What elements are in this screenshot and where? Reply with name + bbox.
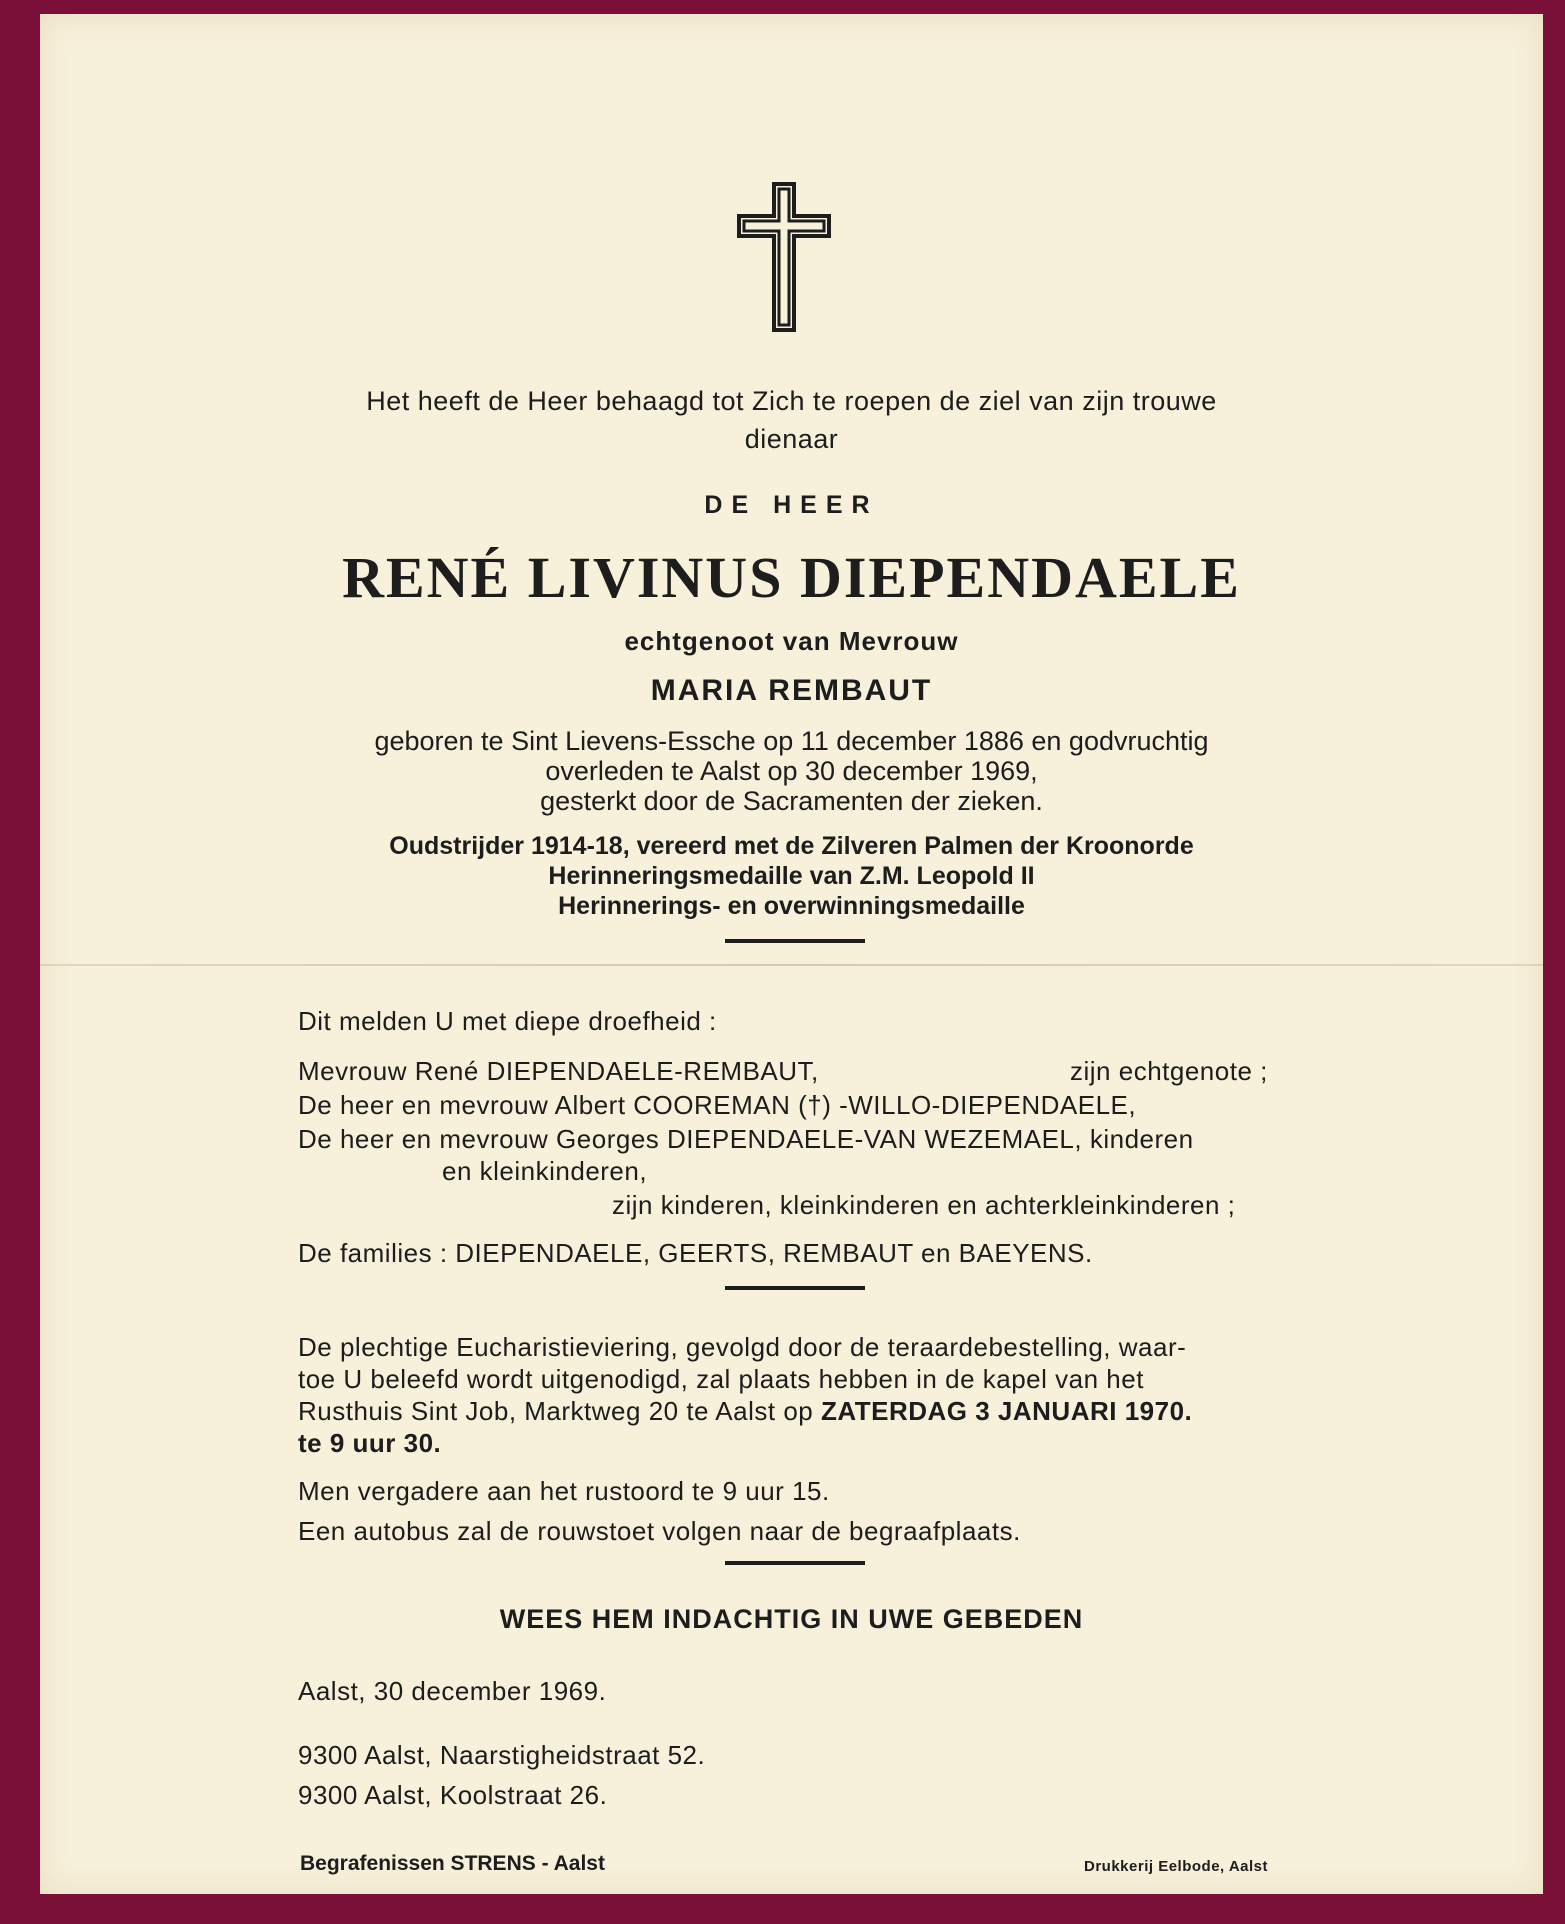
mourners-intro: Dit melden U met diepe droefheid : [298, 1006, 717, 1036]
mourner-line-5: zijn kinderen, kleinkinderen en achterkleinkinderen ; [612, 1190, 1236, 1220]
divider-3 [725, 1561, 865, 1565]
gathering-line: Men vergadere aan het rustoord te 9 uur 15. [298, 1476, 830, 1506]
fold-line [40, 964, 1543, 966]
ceremony-line-3-plain: Rusthuis Sint Job, Marktweg 20 te Aalst op [298, 1396, 814, 1426]
ceremony-line-2: toe U beleefd wordt uitgenodigd, zal plaats hebben in de kapel van het [298, 1364, 1144, 1394]
undertaker: Begrafenissen STRENS - Aalst [300, 1852, 605, 1875]
divider-2 [725, 1286, 865, 1290]
honor-line-1: Oudstrijder 1914-18, vereerd met de Zilveren Palmen der Kroonorde [389, 832, 1194, 860]
printer: Drukkerij Eelbode, Aalst [1084, 1858, 1269, 1875]
families-line: De families : DIEPENDAELE, GEERTS, REMBAUT en BAEYENS. [298, 1238, 1093, 1268]
prayer-line: WEES HEM INDACHTIG IN UWE GEBEDEN [499, 1604, 1084, 1634]
honor-line-3: Herinnerings- en overwinningsmedaille [558, 892, 1025, 920]
address-2: 9300 Aalst, Koolstraat 26. [298, 1780, 608, 1810]
divider-1 [725, 939, 865, 943]
mourner-line-4: en kleinkinderen, [442, 1156, 648, 1186]
mourner-line-2: De heer en mevrouw Albert COOREMAN (†) -WILLO-DIEPENDAELE, [298, 1090, 1137, 1120]
mourner-line-1-right: zijn echtgenote ; [1070, 1056, 1268, 1086]
deceased-name: RENÉ LIVINUS DIEPENDAELE [342, 545, 1241, 610]
memorial-card [40, 14, 1543, 1894]
intro-line-2: dienaar [744, 424, 839, 454]
bus-line: Een autobus zal de rouwstoet volgen naar de begraafplaats. [298, 1516, 1021, 1546]
birth-line-1: geboren te Sint Lievens-Essche op 11 december 1886 en godvruchtig [374, 726, 1209, 756]
ceremony-time: te 9 uur 30. [298, 1428, 442, 1458]
place-date: Aalst, 30 december 1969. [298, 1676, 607, 1706]
mourner-line-3: De heer en mevrouw Georges DIEPENDAELE-VAN WEZEMAEL, kinderen [298, 1124, 1194, 1154]
title-de-heer: DE HEER [704, 491, 879, 519]
ceremony-line-3 [298, 1396, 1192, 1427]
birth-line-3: gesterkt door de Sacramenten der zieken. [540, 786, 1043, 816]
address-1: 9300 Aalst, Naarstigheidstraat 52. [298, 1740, 706, 1770]
ceremony-line-1: De plechtige Eucharistieviering, gevolgd door de teraardebestelling, waar- [298, 1332, 1187, 1362]
honor-line-2: Herinneringsmedaille van Z.M. Leopold II [548, 862, 1035, 890]
ceremony-date: ZATERDAG 3 JANUARI 1970. [821, 1396, 1193, 1426]
birth-line-2: overleden te Aalst op 30 december 1969, [545, 756, 1038, 786]
spouse-name: MARIA REMBAUT [650, 674, 933, 707]
mourner-line-1-left: Mevrouw René DIEPENDAELE-REMBAUT, [298, 1056, 819, 1086]
spouse-intro: echtgenoot van Mevrouw [624, 626, 959, 656]
intro-line-1: Het heeft de Heer behaagd tot Zich te roepen de ziel van zijn trouwe [366, 386, 1217, 416]
latin-cross-icon [737, 182, 831, 332]
